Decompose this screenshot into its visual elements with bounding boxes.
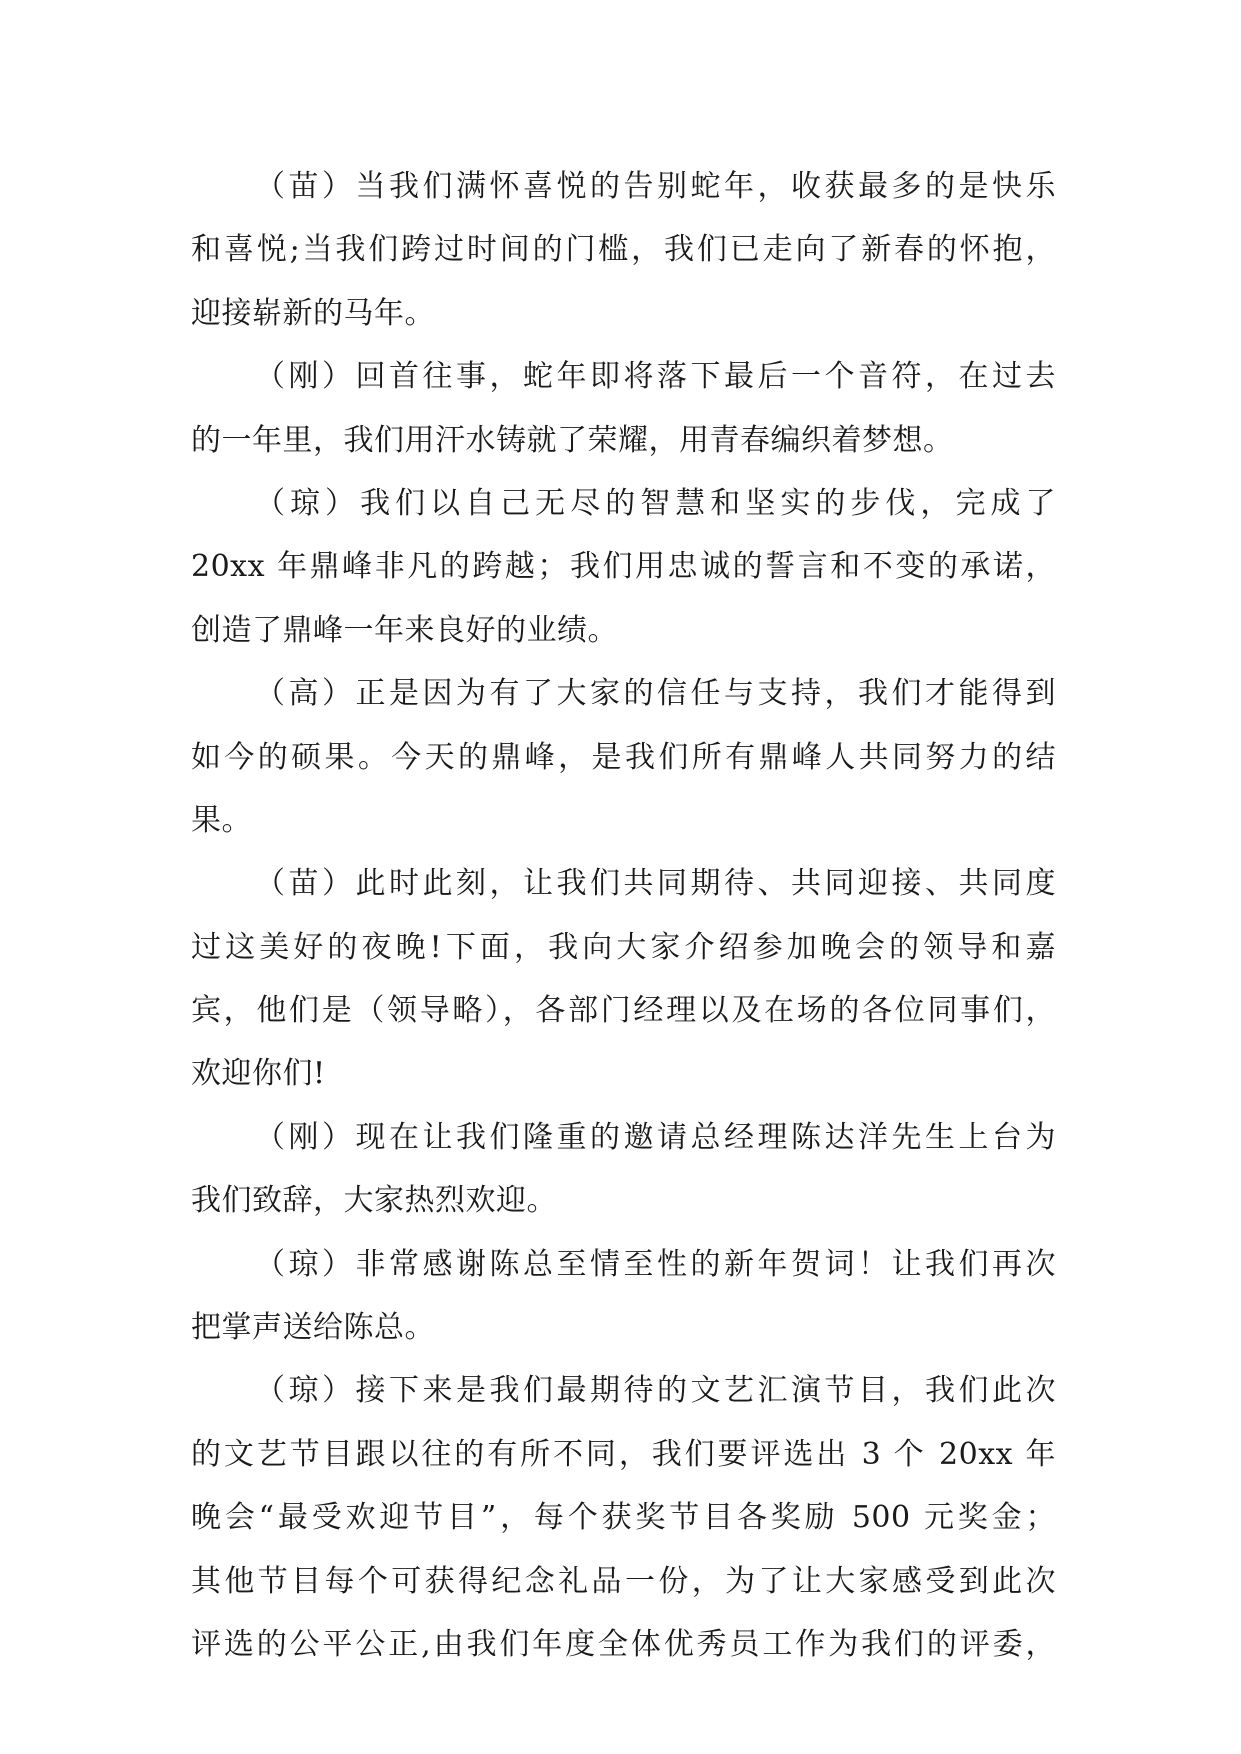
paragraph-8-line-1: （琼）接下来是我们最期待的文艺汇演节目，我们此次 <box>255 1373 1056 1409</box>
paragraph-7-line-1: （琼）非常感谢陈总至情至性的新年贺词！让我们再次 <box>255 1246 1056 1282</box>
document-body <box>191 155 1056 1676</box>
paragraph-2-line-2: 的一年里，我们用汗水铸就了荣耀，用青春编织着梦想。 <box>191 422 954 458</box>
paragraph-3-line-3: 创造了鼎峰一年来良好的业绩。 <box>191 612 618 648</box>
paragraph-8-line-3: 晚会“最受欢迎节目”，每个获奖节目各奖励 500 元奖金； <box>191 1500 1056 1536</box>
paragraph-1-line-1: （苗）当我们满怀喜悦的告别蛇年，收获最多的是快乐 <box>255 169 1056 204</box>
paragraph-6-line-2: 我们致辞，大家热烈欢迎。 <box>191 1183 557 1219</box>
paragraph-8-line-5: 评选的公平公正,由我们年度全体优秀员工作为我们的评委， <box>191 1626 1056 1662</box>
paragraph-8-line-2: 的文艺节目跟以往的有所不同，我们要评选出 3 个 20xx 年 <box>191 1436 1056 1472</box>
paragraph-4-line-3: 果。 <box>191 802 252 838</box>
paragraph-5-line-1: （苗）此时此刻，让我们共同期待、共同迎接、共同度 <box>255 866 1056 902</box>
paragraph-4-line-2: 如今的硕果。今天的鼎峰，是我们所有鼎峰人共同努力的结 <box>191 739 1056 775</box>
paragraph-5-line-2: 过这美好的夜晚!下面，我向大家介绍参加晚会的领导和嘉 <box>191 929 1056 965</box>
paragraph-6-line-1: （刚）现在让我们隆重的邀请总经理陈达洋先生上台为 <box>255 1119 1056 1155</box>
paragraph-7-line-2: 把掌声送给陈总。 <box>191 1310 435 1346</box>
paragraph-1-line-3: 迎接崭新的马年。 <box>191 295 435 331</box>
paragraph-5-line-4: 欢迎你们! <box>191 1056 326 1092</box>
paragraph-3-line-1: （琼）我们以自己无尽的智慧和坚实的步伐，完成了 <box>255 485 1056 521</box>
paragraph-8-line-4: 其他节目每个可获得纪念礼品一份，为了让大家感受到此次 <box>191 1563 1056 1599</box>
paragraph-5-line-3: 宾，他们是（领导略），各部门经理以及在场的各位同事们， <box>191 993 1056 1029</box>
paragraph-3-line-2: 20xx 年鼎峰非凡的跨越；我们用忠诚的誓言和不变的承诺， <box>191 549 1056 585</box>
paragraph-1-line-2: 和喜悦;当我们跨过时间的门槛，我们已走向了新春的怀抱， <box>191 232 1056 268</box>
paragraph-2-line-1: （刚）回首往事，蛇年即将落下最后一个音符，在过去 <box>255 359 1056 395</box>
paragraph-4-line-1: （高）正是因为有了大家的信任与支持，我们才能得到 <box>255 676 1056 712</box>
